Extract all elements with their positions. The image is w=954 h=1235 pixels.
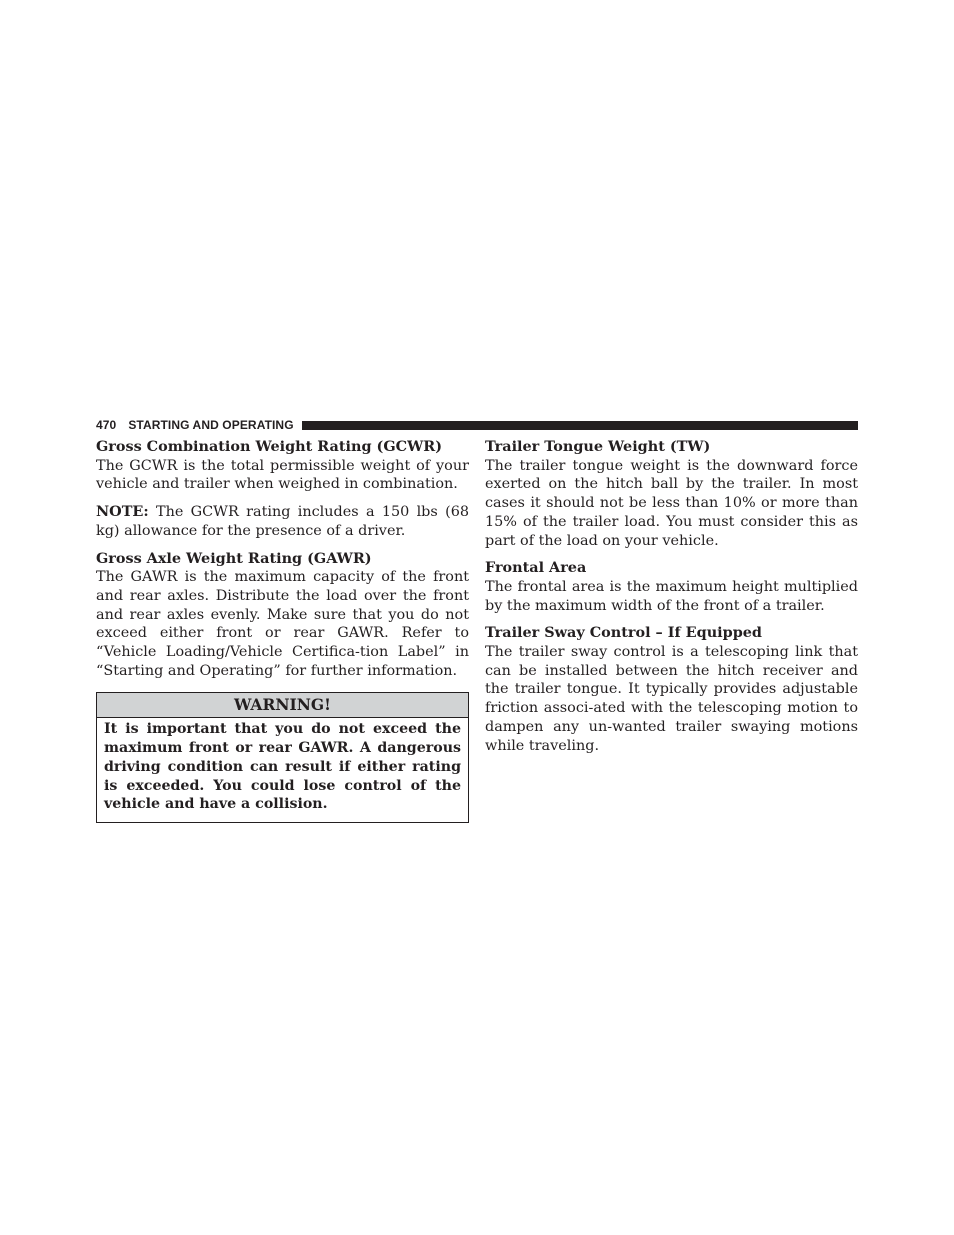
section-title: STARTING AND OPERATING (128, 418, 294, 432)
warning-text: It is important that you do not exceed the maximum front or rear GAWR. A dangerous driving condition can result if either rating is exceeded. You could lose control of the vehicle and have a collision. (104, 721, 461, 813)
gawr-heading: Gross Axle Weight Rating (GAWR) (96, 549, 372, 567)
warning-box (96, 692, 469, 823)
right-column (485, 438, 858, 755)
warning-title: WARNING! (97, 693, 468, 718)
tongue-weight-paragraph: The trailer tongue weight is the downward force exerted on the hitch ball by the trailer. In most cases it should not be less than 10% or more than 15% of the trailer load. You must consider this as part of the load on your vehicle. (485, 457, 858, 549)
gawr-paragraph: The GAWR is the maximum capacity of the front and rear axles. Distribute the load over the front and rear axles evenly. Make sure that you do not exceed either front or rear GAWR. Refer to “Vehicle Loading/Vehicle Certifica-tion Label” in “Starting and Operating” for further information. (96, 569, 469, 679)
page-header (96, 418, 858, 432)
frontal-area-paragraph: The frontal area is the maximum height multiplied by the maximum width of the front of a trailer. (485, 578, 858, 614)
header-rule (302, 421, 858, 430)
gcwr-heading: Gross Combination Weight Rating (GCWR) (96, 438, 442, 455)
gcwr-paragraph: The GCWR is the total permissible weight of your vehicle and trailer when weighed in combination. (96, 457, 469, 493)
frontal-area-heading: Frontal Area (485, 559, 587, 577)
left-column (96, 438, 469, 823)
note-label: NOTE: (96, 503, 149, 521)
note-paragraph (96, 503, 469, 540)
sway-control-paragraph: The trailer sway control is a telescoping link that can be installed between the hitch receiver and the trailer tongue. It typically provides adjustable friction associ-ated with the telescoping motion to dampen any un-wanted trailer swaying motions while traveling. (485, 644, 858, 754)
page-number: 470 (96, 418, 117, 432)
tongue-weight-heading: Trailer Tongue Weight (TW) (485, 438, 711, 455)
sway-control-heading: Trailer Sway Control – If Equipped (485, 624, 762, 642)
note-text: The GCWR rating includes a 150 lbs (68 kg) allowance for the presence of a driver. (96, 504, 470, 539)
